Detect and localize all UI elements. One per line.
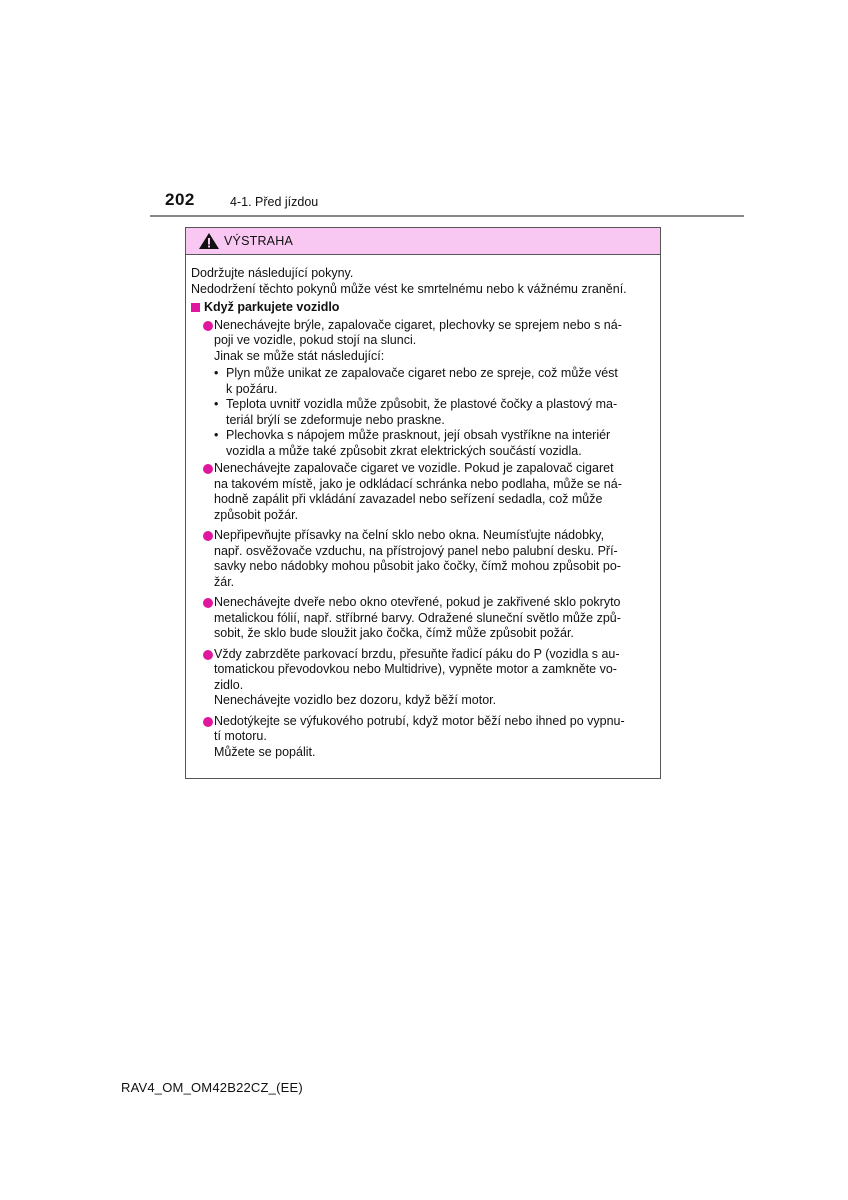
item-line: hodně zapálit při vkládání zavazadel nebo seřízení sedadla, což může bbox=[214, 492, 603, 506]
item-line: žár. bbox=[214, 574, 235, 589]
bullet-dot-icon bbox=[203, 650, 213, 660]
item-line: Nedotýkejte se výfukového potrubí, když motor běží nebo ihned po vypnu- bbox=[214, 713, 625, 728]
item-line: tomatickou převodovkou nebo Multidrive), vypněte motor a zamkněte vo- bbox=[214, 662, 617, 676]
intro-line: Nedodržení těchto pokynů může vést ke smrtelnému nebo k vážnému zranění. bbox=[191, 281, 627, 296]
subheading-text: Když parkujete vozidlo bbox=[204, 300, 340, 314]
item-line: Nenechávejte vozidlo bez dozoru, když běží motor. bbox=[214, 693, 497, 707]
document-code: RAV4_OM_OM42B22CZ_(EE) bbox=[121, 1080, 303, 1095]
item-line: Nenechávejte dveře nebo okno otevřené, pokud je zakřivené sklo pokryto bbox=[214, 595, 621, 609]
item-line: sobit, že sklo bude sloužit jako čočka, čímž může způsobit požár. bbox=[214, 626, 574, 640]
header-divider bbox=[150, 215, 744, 217]
warning-box bbox=[185, 227, 661, 779]
item-line: tí motoru. bbox=[214, 729, 267, 743]
bullet-dot-icon bbox=[203, 321, 213, 331]
item-line: metalickou fólií, např. stříbrné barvy. Odražené sluneční světlo může způ- bbox=[214, 610, 621, 625]
warning-triangle-icon bbox=[198, 232, 220, 250]
warning-item bbox=[191, 714, 653, 761]
warning-item bbox=[191, 528, 653, 590]
subheading bbox=[191, 300, 653, 316]
item-line: zidlo. bbox=[214, 677, 244, 692]
sub-item-line: Teplota uvnitř vozidla může způsobit, že plastové čočky a plastový ma- bbox=[226, 397, 618, 411]
section-title: 4-1. Před jízdou bbox=[230, 195, 319, 209]
sub-item bbox=[214, 428, 653, 459]
square-bullet-icon bbox=[191, 303, 200, 312]
warning-item bbox=[191, 647, 653, 709]
item-line: Vždy zabrzděte parkovací brzdu, přesuňte řadicí páku do P (vozidla s au- bbox=[214, 646, 620, 661]
sub-item-line: Plechovka s nápojem může prasknout, její obsah vystříkne na interiér bbox=[226, 428, 611, 442]
item-line: Můžete se popálit. bbox=[214, 744, 316, 759]
warning-body bbox=[186, 255, 660, 760]
bullet-dot-icon bbox=[203, 464, 213, 474]
warning-item bbox=[191, 318, 653, 460]
item-line: na takovém místě, jako je odkládací schránka nebo podlaha, může se ná- bbox=[214, 476, 622, 491]
sub-item-line: vozidla a může také způsobit zkrat elektrických součástí vozidla. bbox=[226, 443, 582, 458]
sub-item-line: teriál brýlí se zdeformuje nebo praskne. bbox=[226, 412, 445, 427]
item-line: Nepřipevňujte přísavky na čelní sklo nebo okna. Neumísťujte nádobky, bbox=[214, 528, 605, 542]
bullet-dot-icon bbox=[203, 598, 213, 608]
warning-item bbox=[191, 595, 653, 642]
sub-item bbox=[214, 397, 653, 428]
sub-bullet-icon: • bbox=[214, 366, 219, 380]
page-number: 202 bbox=[165, 190, 195, 209]
bullet-dot-icon bbox=[203, 531, 213, 541]
sub-item bbox=[214, 366, 653, 397]
bullet-dot-icon bbox=[203, 717, 213, 727]
sub-list bbox=[214, 366, 653, 459]
item-line: např. osvěžovače vzduchu, na přístrojový panel nebo palubní desku. Pří- bbox=[214, 543, 618, 558]
warning-title: VÝSTRAHA bbox=[224, 234, 293, 248]
item-line: Nenechávejte brýle, zapalovače cigaret, plechovky se sprejem nebo s ná- bbox=[214, 317, 622, 332]
item-line: Jinak se může stát následující: bbox=[214, 348, 385, 363]
intro-line: Dodržujte následující pokyny. bbox=[191, 266, 354, 280]
warning-header bbox=[186, 228, 660, 255]
warning-item bbox=[191, 461, 653, 523]
item-line: způsobit požár. bbox=[214, 507, 299, 522]
sub-item-line: k požáru. bbox=[226, 381, 278, 396]
item-line: savky nebo nádobky mohou působit jako čočky, čímž mohou způsobit po- bbox=[214, 559, 621, 573]
item-line: Nenechávejte zapalovače cigaret ve vozidle. Pokud je zapalovač cigaret bbox=[214, 461, 614, 475]
item-line: poji ve vozidle, pokud stojí na slunci. bbox=[214, 333, 417, 347]
sub-bullet-icon: • bbox=[214, 397, 219, 411]
sub-item-line: Plyn může unikat ze zapalovače cigaret nebo ze spreje, což může vést bbox=[226, 366, 618, 380]
sub-bullet-icon: • bbox=[214, 428, 219, 442]
